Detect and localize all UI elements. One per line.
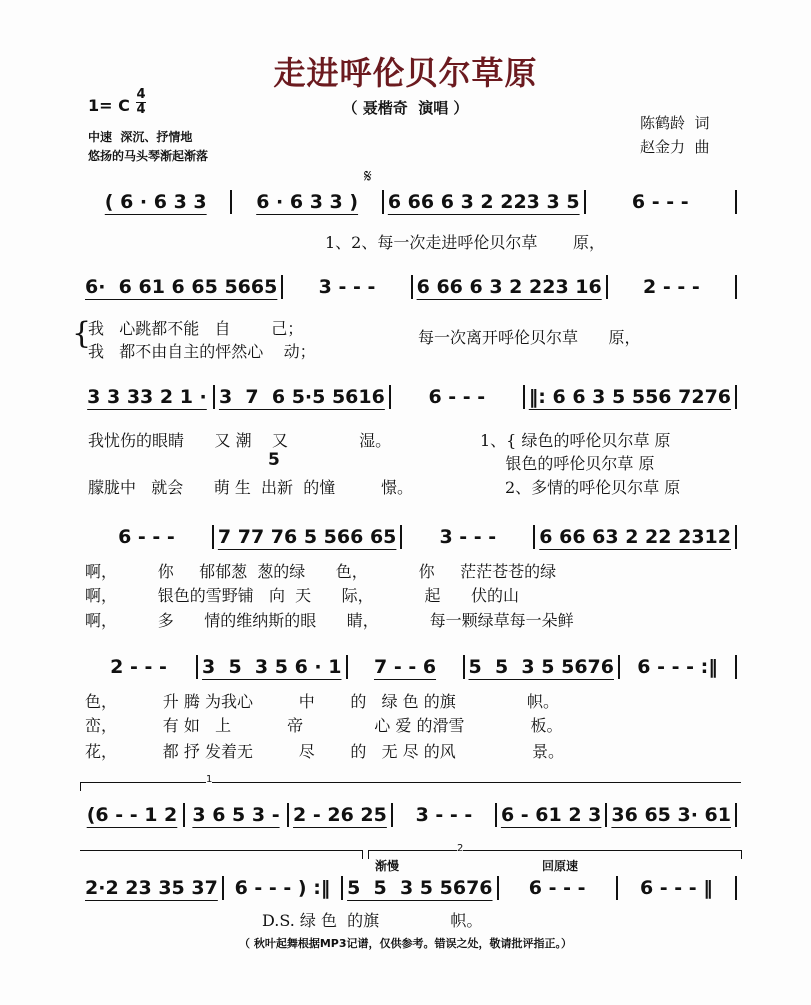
lyric-line: 啊， 银色的雪野铺 向 天 际， 起 伏的山: [85, 586, 520, 605]
singer-credit: （ 聂楷奇 演唱 ）: [342, 99, 469, 117]
measure: 3 6 5 3 -: [192, 804, 280, 826]
measure: 6 - - -: [428, 386, 486, 408]
brace: {: [72, 316, 92, 351]
measure: ( 6 · 6 3 3: [104, 191, 207, 213]
measure: 3 7 6 5·5 5616: [218, 386, 385, 408]
ritardando-marking: 渐慢: [375, 859, 400, 873]
measure: 2 - - -: [110, 656, 167, 678]
measure: 3 3 33 2 1 ·: [87, 386, 207, 408]
composer: 赵金力 曲: [640, 138, 710, 156]
bar-line: [618, 655, 620, 679]
bar-line: [523, 385, 525, 409]
bar-line: [606, 275, 608, 299]
bar-line: [735, 190, 737, 214]
measure: 6 - - -: [118, 526, 175, 548]
time-signature: [136, 88, 146, 117]
measure: ‖: 6 6 3 5 556 7276: [528, 386, 732, 408]
bar-line: [497, 876, 499, 900]
volta-2-label: 2: [457, 843, 464, 854]
notation-row-1: [85, 190, 741, 214]
measure: 3 - - -: [415, 804, 473, 826]
bar-line: [735, 275, 737, 299]
measure: 6 66 63 2 22 2312: [539, 526, 731, 548]
volta-1-label: 1: [206, 774, 213, 785]
measure: 6 - - -: [528, 877, 586, 899]
volta-1-bracket: [80, 782, 741, 791]
bar-line: [495, 803, 497, 827]
lyric-line: 1、2、每一次走进呼伦贝尔草 原，: [325, 233, 605, 252]
lyric-line: 峦， 有 如 上 帝 心 爱 的滑雪 板。: [85, 716, 563, 735]
notation-row-7: [85, 876, 741, 900]
notation-row-5: [85, 655, 741, 679]
measure: 7 77 76 5 566 65: [217, 526, 397, 548]
bar-line: [735, 803, 737, 827]
lyric-line: 花， 都 抒 发着无 尽 的 无 尽 的风 景。: [85, 742, 565, 761]
lyric-line: 我忧伤的眼睛 又 潮 又 湿。: [88, 431, 392, 450]
bar-line: [400, 525, 402, 549]
volta-1-bracket-cont: [80, 850, 363, 859]
notation-row-3: [85, 385, 741, 409]
key-signature: 1= C: [88, 96, 130, 115]
bar-line: [341, 876, 343, 900]
bar-line: [213, 385, 215, 409]
segno-icon: 𝄋: [364, 166, 372, 187]
bar-line: [346, 655, 348, 679]
measure: (6 - - 1 2: [86, 804, 178, 826]
bar-line: [389, 385, 391, 409]
bar-line: [281, 275, 283, 299]
time-bottom: 4: [136, 102, 146, 117]
a-tempo-marking: 回原速: [542, 859, 579, 873]
bar-line: [382, 190, 384, 214]
lyric-line: 1、{ 绿色的呼伦贝尔草 原: [480, 431, 671, 450]
lyric-line: 啊， 你 郁郁葱 葱的绿 色， 你 茫茫苍苍的绿: [85, 562, 557, 581]
song-title: 走进呼伦贝尔草原: [273, 54, 538, 92]
lyric-line: 我 都不由自主的怦然心 动；: [88, 342, 316, 361]
lyric-line: 啊， 多 情的维纳斯的眼 睛， 每一颗绿草每一朵鲜: [85, 611, 574, 630]
measure: 6 66 6 3 2 223 16: [416, 276, 602, 298]
measure: 6 - - - ‖: [639, 877, 713, 899]
bar-line: [735, 876, 737, 900]
bar-line: [735, 525, 737, 549]
bar-line: [735, 385, 737, 409]
footnote: （ 秋叶起舞根据MP3记谱，仅供参考。错误之处，敬请批评指正。）: [239, 937, 572, 950]
measure: 2 - 26 25: [293, 804, 387, 826]
lyric-line: 朦胧中 就会 萌 生 出新 的憧 憬。: [88, 478, 413, 497]
lyric-line: 银色的呼伦贝尔草 原: [480, 454, 655, 473]
alternate-note: 5: [268, 450, 280, 470]
measure: 6· 6 61 6 65 5665: [85, 276, 278, 298]
bar-line: [183, 803, 185, 827]
measure: 36 65 3· 61: [611, 804, 731, 826]
tempo-marking: 中速 深沉、抒情地: [88, 130, 193, 144]
lyric-line: 我 心跳都不能 自 己；: [88, 319, 304, 338]
measure: 2·2 23 35 37: [85, 877, 218, 899]
bar-line: [196, 655, 198, 679]
bar-line: [584, 190, 586, 214]
lyric-line: 2、多情的呼伦贝尔草 原: [505, 478, 681, 497]
lyricist: 陈鹤龄 词: [640, 114, 710, 132]
measure: 6 66 6 3 2 223 3 5: [387, 191, 580, 213]
bar-line: [230, 190, 232, 214]
bar-line: [222, 876, 224, 900]
measure: 5 5 3 5 5676: [347, 877, 493, 899]
bar-line: [616, 876, 618, 900]
measure: 6 · 6 3 3 ): [256, 191, 359, 213]
measure: 6 - 61 2 3: [500, 804, 602, 826]
measure: 2 - - -: [643, 276, 700, 298]
bar-line: [212, 525, 214, 549]
lyric-line: D.S. 绿 色 的旗 帜。: [262, 911, 483, 930]
measure: 6 - - - ) :‖: [234, 877, 331, 899]
expression-marking: 悠扬的马头琴渐起渐落: [88, 149, 209, 163]
bar-line: [533, 525, 535, 549]
bar-line: [605, 803, 607, 827]
lyric-line: 每一次离开呼伦贝尔草 原，: [418, 328, 641, 347]
measure: 3 5 3 5 6 · 1: [202, 656, 342, 678]
notation-row-4: [85, 525, 741, 549]
time-top: 4: [136, 87, 146, 102]
measure: 5 5 3 5 5676: [468, 656, 614, 678]
measure: 3 - - -: [439, 526, 497, 548]
bar-line: [411, 275, 413, 299]
lyric-line: 色， 升 腾 为我心 中 的 绿 色 的旗 帜。: [85, 692, 559, 711]
measure: 7 - - 6: [373, 656, 437, 678]
bar-line: [391, 803, 393, 827]
bar-line: [287, 803, 289, 827]
notation-row-6: [85, 803, 741, 827]
measure: 3 - - -: [318, 276, 376, 298]
bar-line: [735, 655, 737, 679]
measure: 6 - - - :‖: [637, 656, 718, 678]
notation-row-2: [85, 275, 741, 299]
bar-line: [463, 655, 465, 679]
measure: 6 - - -: [631, 191, 689, 213]
